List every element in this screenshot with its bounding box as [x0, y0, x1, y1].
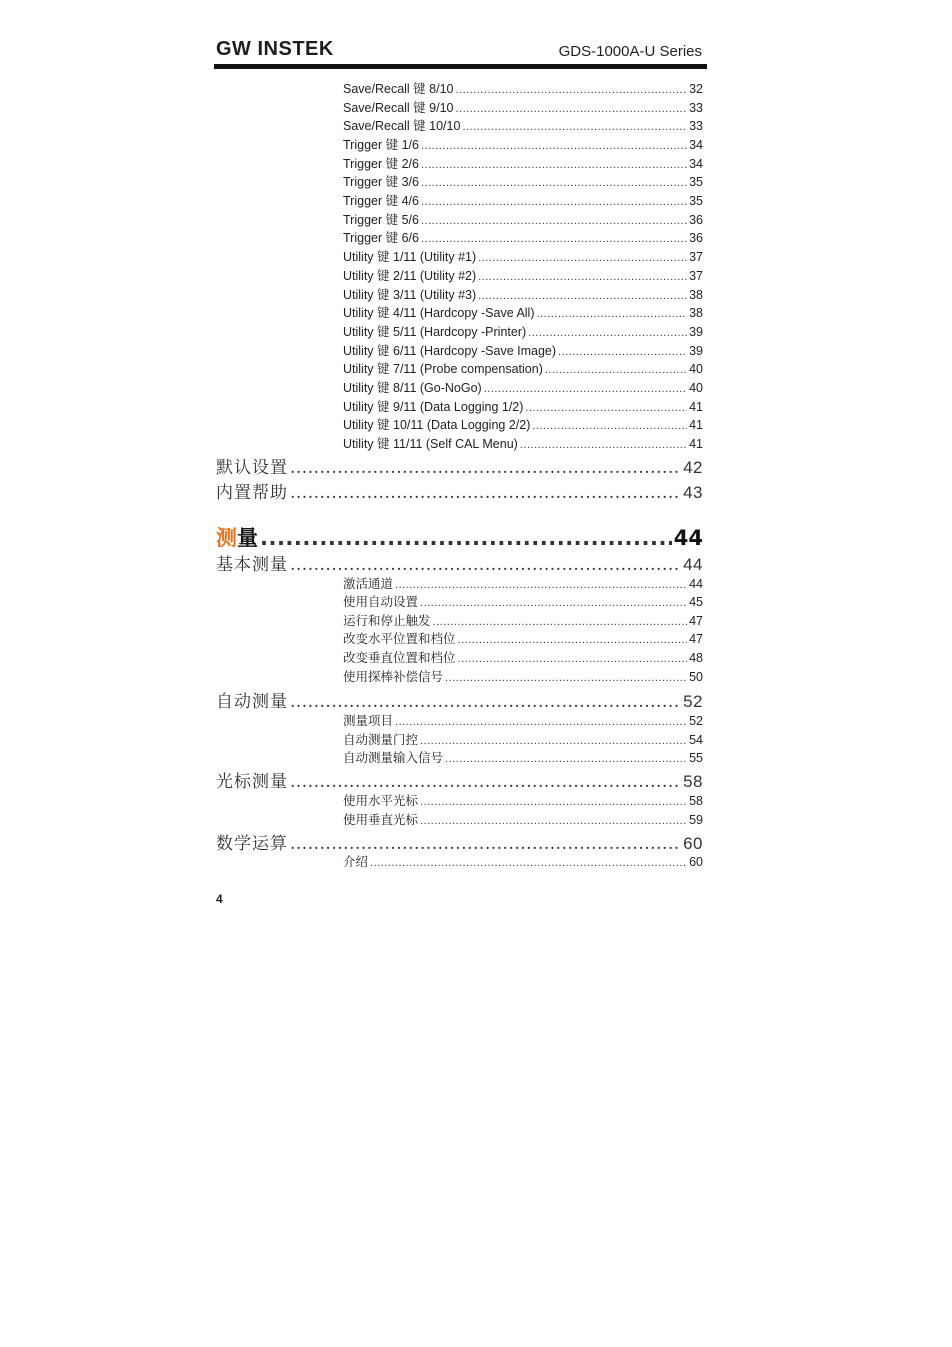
toc-page-number: 33 — [689, 119, 703, 133]
toc-entry[interactable]: Utility 键 1/11 (Utility #1) ..... 37 — [343, 247, 703, 265]
toc-entry[interactable]: Trigger 键 5/6 ..... 36 — [343, 210, 703, 228]
toc-section-default-settings[interactable]: 默认设置 ..... 42 — [216, 453, 703, 478]
toc-section-built-in-help[interactable]: 内置帮助 ..... 43 — [216, 478, 703, 503]
toc-page-number: 41 — [689, 418, 703, 432]
toc-page-number: 39 — [689, 344, 703, 358]
brand-logo: GW INSTEK — [216, 38, 334, 60]
toc-page-number: 39 — [689, 325, 703, 339]
toc-page-number: 54 — [689, 733, 703, 747]
toc-page-number: 42 — [683, 458, 703, 477]
toc-entry[interactable]: 使用水平光标 ..... 58 — [343, 791, 703, 809]
toc-entry[interactable]: Utility 键 2/11 (Utility #2) ..... 37 — [343, 266, 703, 284]
toc-section-basic-measurement[interactable]: 基本测量 ..... 44 — [216, 550, 703, 575]
toc-page-number: 47 — [689, 614, 703, 628]
toc-page-number: 52 — [683, 692, 703, 711]
toc-page-number: 37 — [689, 269, 703, 283]
toc-section-auto-measurement[interactable]: 自动测量 ..... 52 — [216, 687, 703, 712]
toc-page-number: 58 — [683, 772, 703, 791]
toc-entry[interactable]: Trigger 键 1/6 ..... 34 — [343, 135, 703, 153]
toc-page-number: 36 — [689, 213, 703, 227]
toc-page-number: 48 — [689, 651, 703, 665]
toc-page-number: 40 — [689, 362, 703, 376]
toc-entry[interactable]: Save/Recall 键 10/10 ..... 33 — [343, 116, 703, 134]
toc-entry[interactable]: Utility 键 11/11 (Self CAL Menu) ..... 41 — [343, 434, 703, 452]
toc-entry[interactable]: Utility 键 9/11 (Data Logging 1/2) ..... 41 — [343, 397, 703, 415]
header-rule — [214, 64, 707, 69]
toc-entry[interactable]: 使用探棒补偿信号 ..... 50 — [343, 667, 703, 685]
toc-page-number: 36 — [689, 231, 703, 245]
toc-page-number: 41 — [689, 400, 703, 414]
toc-entry[interactable]: 测量项目 ..... 52 — [343, 711, 703, 729]
toc-page-number: 34 — [689, 138, 703, 152]
toc-page-number: 47 — [689, 632, 703, 646]
toc-entry[interactable]: Utility 键 7/11 (Probe compensation) ..... 40 — [343, 359, 703, 377]
toc-page-number: 44 — [683, 555, 703, 574]
toc-page-number: 38 — [689, 288, 703, 302]
toc-page-number: 45 — [689, 595, 703, 609]
toc-section-cursor-measurement[interactable]: 光标测量 ..... 58 — [216, 767, 703, 792]
toc-entry[interactable]: Trigger 键 3/6 ..... 35 — [343, 172, 703, 190]
toc-page-number: 33 — [689, 101, 703, 115]
toc-page-number: 41 — [689, 437, 703, 451]
toc-entry[interactable]: Trigger 键 2/6 ..... 34 — [343, 154, 703, 172]
toc-page-number: 58 — [689, 794, 703, 808]
toc-entry[interactable]: Utility 键 6/11 (Hardcopy -Save Image) ..... 39 — [343, 341, 703, 359]
page-number: 4 — [216, 892, 223, 906]
toc-page-number: 35 — [689, 175, 703, 189]
toc-entry[interactable]: 自动测量输入信号 ..... 55 — [343, 748, 703, 766]
toc-page-number: 37 — [689, 250, 703, 264]
toc-page-number: 60 — [683, 834, 703, 853]
toc-page-number: 35 — [689, 194, 703, 208]
toc-page-number: 43 — [683, 483, 703, 502]
toc-entry[interactable]: Utility 键 5/11 (Hardcopy -Printer) ..... 39 — [343, 322, 703, 340]
toc-page-number: 52 — [689, 714, 703, 728]
toc-chapter-measurement[interactable] — [216, 522, 703, 552]
toc-page-number: 50 — [689, 670, 703, 684]
toc-page-number: 44 — [689, 577, 703, 591]
toc-entry[interactable]: Trigger 键 6/6 ..... 36 — [343, 228, 703, 246]
toc-entry[interactable]: Save/Recall 键 8/10 ..... 32 — [343, 79, 703, 97]
toc-entry[interactable]: 激活通道 ..... 44 — [343, 574, 703, 592]
toc-entry[interactable]: Utility 键 8/11 (Go-NoGo) ..... 40 — [343, 378, 703, 396]
toc-entry[interactable]: Utility 键 10/11 (Data Logging 2/2) ..... 41 — [343, 415, 703, 433]
toc-page-number: 44 — [673, 526, 703, 550]
toc-entry[interactable]: 改变水平位置和档位 ..... 47 — [343, 629, 703, 647]
toc-page-number: 60 — [689, 855, 703, 869]
toc-page-number: 34 — [689, 157, 703, 171]
toc-entry[interactable]: Trigger 键 4/6 ..... 35 — [343, 191, 703, 209]
toc-entry[interactable]: 自动测量门控 ..... 54 — [343, 730, 703, 748]
toc-page-number: 40 — [689, 381, 703, 395]
toc-entry[interactable]: 使用自动设置 ..... 45 — [343, 592, 703, 610]
toc-page-number: 38 — [689, 306, 703, 320]
toc-entry[interactable]: 介绍 ..... 60 — [343, 852, 703, 870]
toc-page-number: 59 — [689, 813, 703, 827]
series-title: GDS-1000A-U Series — [558, 43, 702, 60]
toc-page-number: 55 — [689, 751, 703, 765]
toc-section-math[interactable]: 数学运算 ..... 60 — [216, 829, 703, 854]
toc-entry[interactable]: 改变垂直位置和档位 ..... 48 — [343, 648, 703, 666]
toc-entry[interactable]: Utility 键 3/11 (Utility #3) ..... 38 — [343, 285, 703, 303]
toc-page-number: 32 — [689, 82, 703, 96]
toc-entry[interactable]: 使用垂直光标 ..... 59 — [343, 810, 703, 828]
toc-entry[interactable]: Save/Recall 键 9/10 ..... 33 — [343, 98, 703, 116]
chapter-title-rest: 量 — [237, 526, 258, 550]
chapter-title-accent: 测 — [216, 526, 237, 550]
toc-entry[interactable]: Utility 键 4/11 (Hardcopy -Save All) ..... 38 — [343, 303, 703, 321]
toc-entry[interactable]: 运行和停止触发 ..... 47 — [343, 611, 703, 629]
